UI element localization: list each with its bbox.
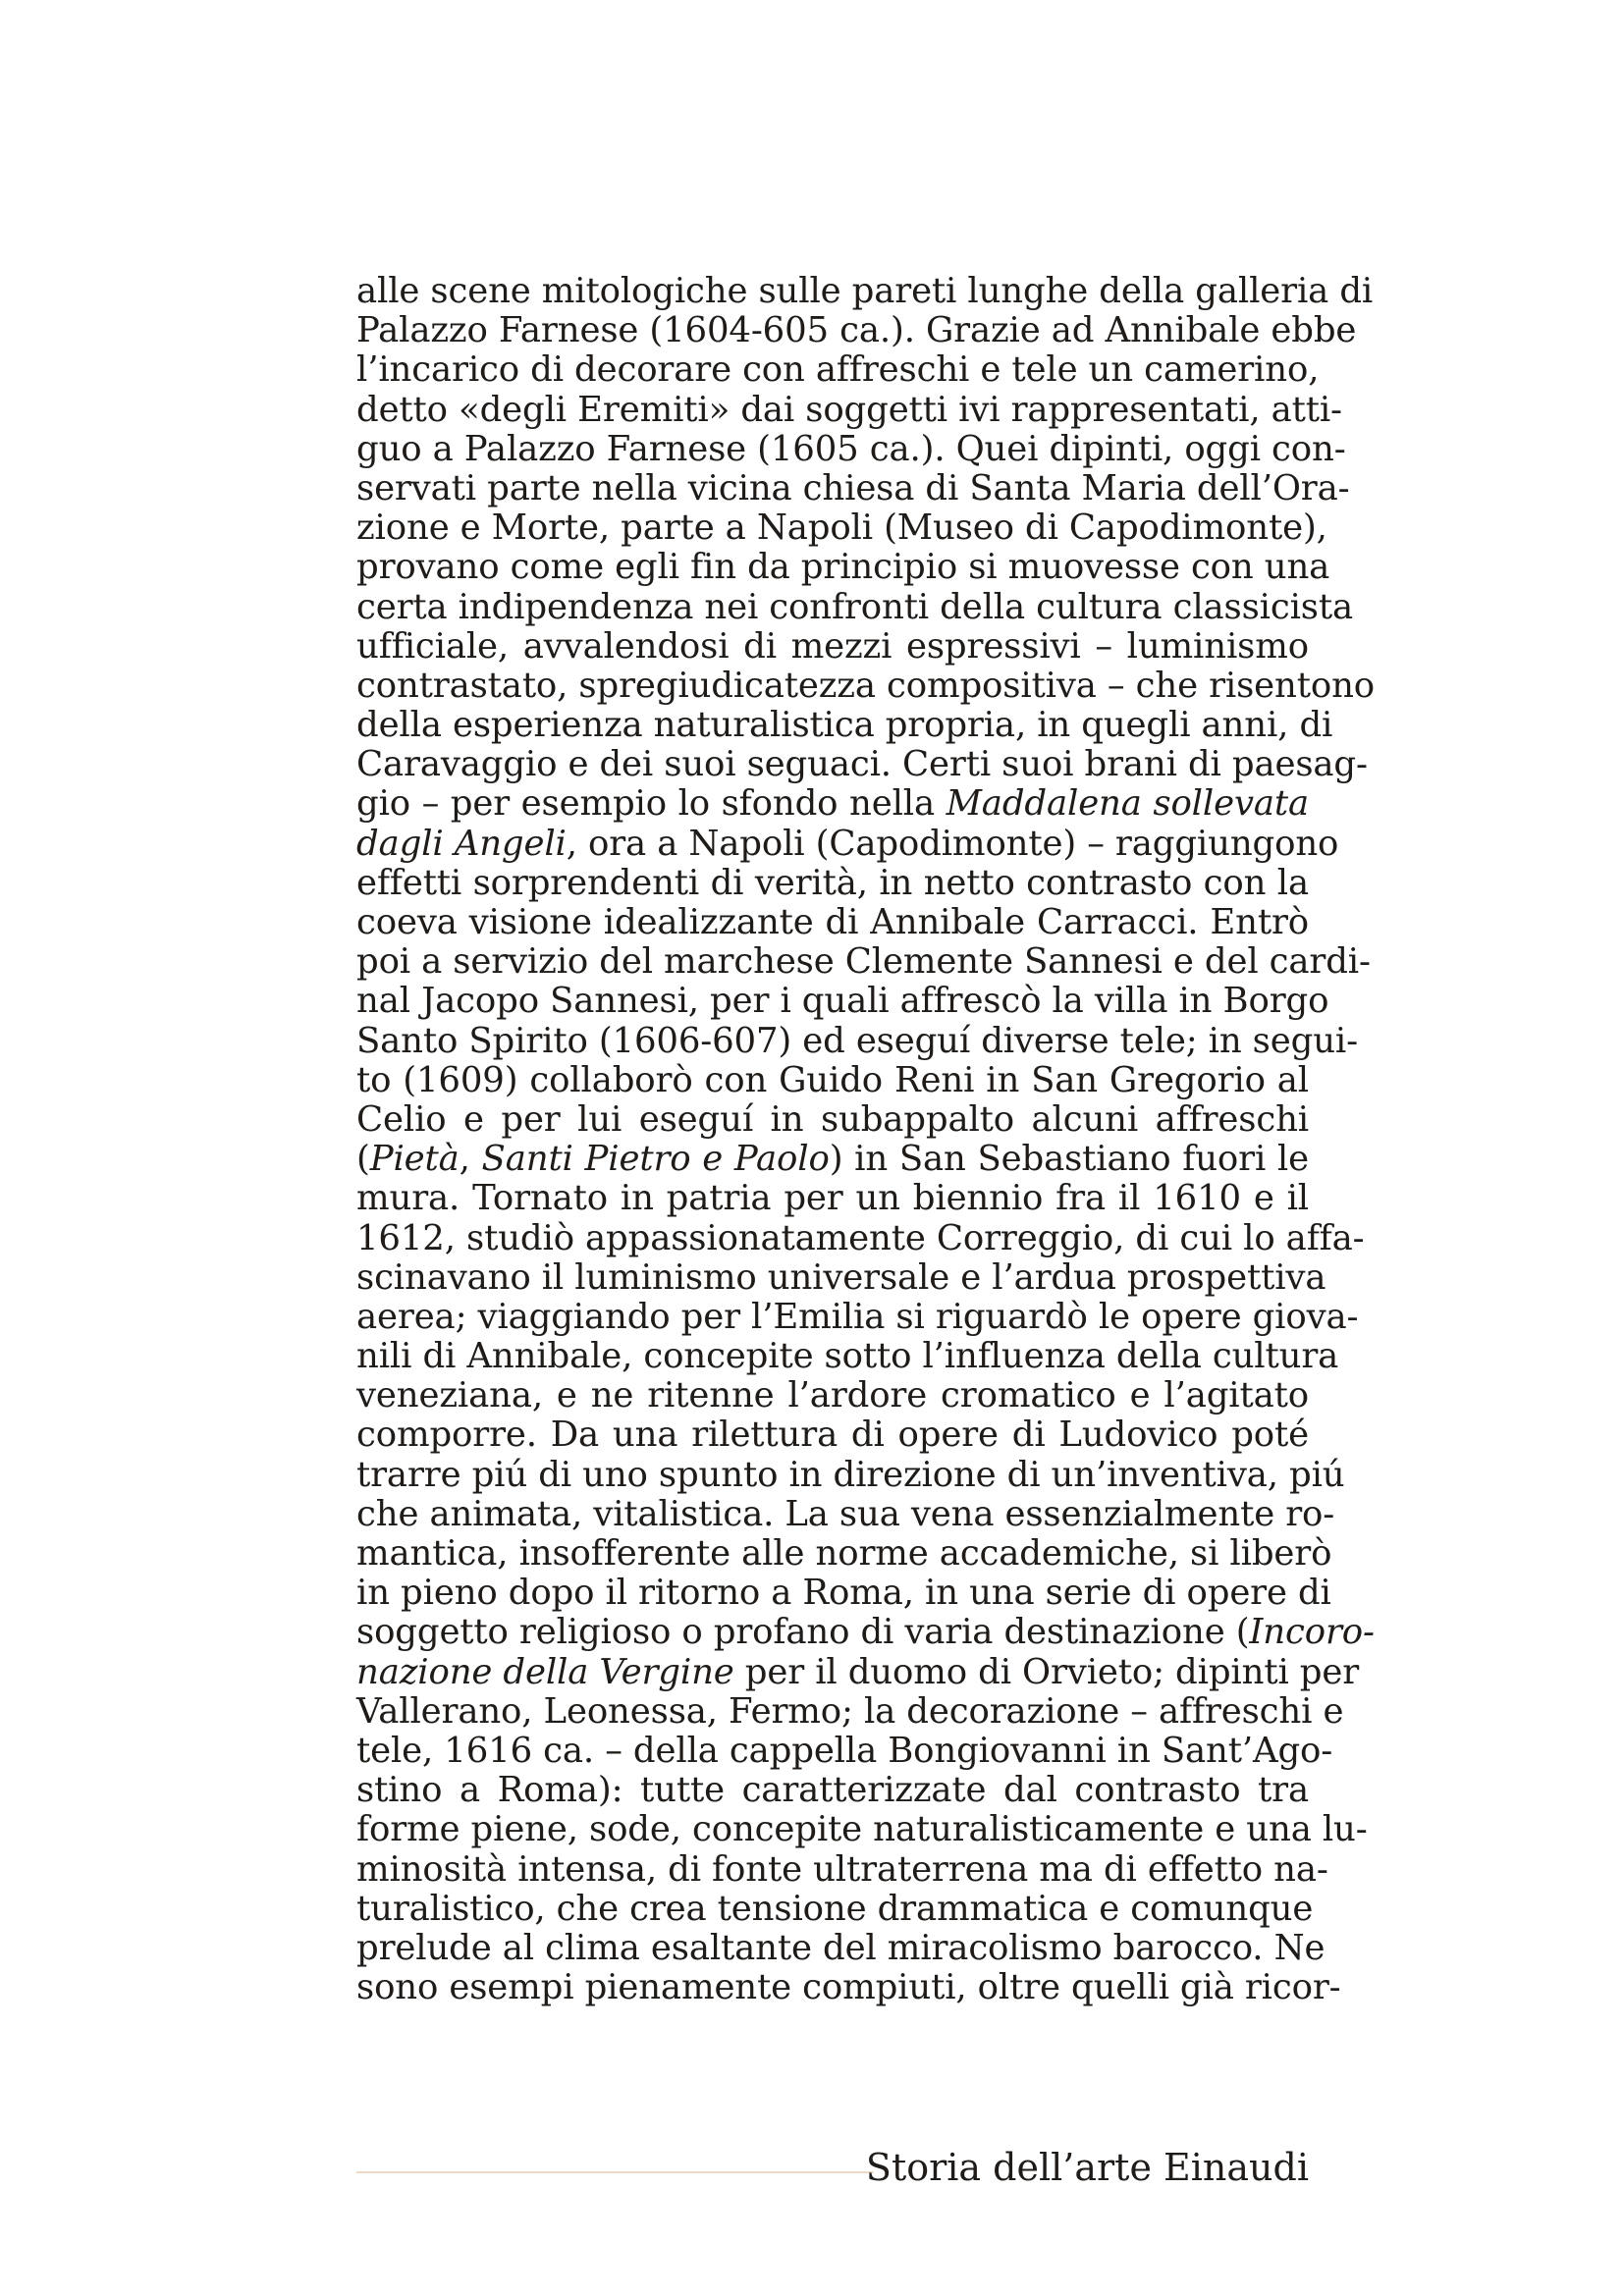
footer-title: Storia dell’arte Einaudi [865, 2146, 1309, 2189]
text-segment: zione e Morte, parte a Napoli (Museo di Capodimonte), [356, 507, 1327, 549]
text-segment: che animata, vitalistica. La sua vena essenzialmente ro- [356, 1493, 1335, 1534]
text-line [356, 1100, 1309, 1140]
text-line [356, 1256, 1326, 1298]
text-line [356, 467, 1350, 508]
text-segment: coeva visione idealizzante di Annibale Carracci. Entrò [356, 902, 1309, 942]
text-segment: della esperienza naturalistica propria, in quegli anni, di [356, 705, 1333, 746]
text-segment: turalistico, che crea tensione drammatica e comunque [356, 1888, 1314, 1929]
text-line [356, 1020, 1358, 1061]
text-segment: ( [356, 1139, 370, 1180]
text-segment: aerea; viaggiando per l’Emilia si riguardò le opere giova- [356, 1296, 1359, 1337]
text-segment: stino a Roma): tutte caratterizzate dal contrasto tra [356, 1770, 1309, 1811]
text-line [356, 1061, 1309, 1100]
text-segment: poi a servizio del marchese Clemente Sannesi e del cardi- [356, 941, 1371, 983]
text-segment: Santo Spirito (1606-607) ed eseguí diverse tele; in segui- [356, 1020, 1358, 1061]
text-line [356, 1493, 1335, 1534]
italic-title: nazione della Vergine [356, 1651, 734, 1692]
text-segment: nal Jacopo Sannesi, per i quali affrescò la villa in Borgo [356, 981, 1329, 1022]
italic-title: Incoro- [1249, 1612, 1375, 1653]
text-segment: , ora a Napoli (Capodimonte) – raggiungono [566, 823, 1339, 864]
text-segment: veneziana, e ne ritenne l’ardore cromatico e l’agitato [356, 1375, 1309, 1416]
text-line [356, 271, 1374, 311]
text-line [356, 547, 1330, 588]
text-line [356, 389, 1342, 430]
text-line [356, 1730, 1333, 1771]
text-segment: gio – per esempio lo sfondo nella [356, 783, 947, 825]
text-segment: scinavano il luminismo universale e l’ardua prospettiva [356, 1256, 1326, 1298]
text-line [356, 1217, 1365, 1258]
text-segment: servati parte nella vicina chiesa di Santa Maria dell’Ora- [356, 467, 1350, 508]
text-line [356, 941, 1371, 983]
text-line [356, 864, 1309, 903]
text-segment: certa indipendenza nei confronti della cultura classicista [356, 586, 1354, 627]
text-line [356, 586, 1354, 627]
text-line [356, 1454, 1345, 1495]
text-line [356, 1927, 1325, 1968]
text-segment: per il duomo di Orvieto; dipinti per [733, 1651, 1360, 1692]
text-segment: prelude al clima esaltante del miracolismo barocco. Ne [356, 1927, 1325, 1968]
text-line [356, 1296, 1359, 1337]
text-segment: l’incarico di decorare con affreschi e tele un camerino, [356, 349, 1320, 391]
text-segment: mantica, insofferente alle norme accademiche, si liberò [356, 1533, 1332, 1574]
text-segment: ) in San Sebastiano fuori le [829, 1139, 1309, 1180]
italic-title: Santi Pietro e Paolo [481, 1139, 830, 1180]
text-line [356, 1771, 1309, 1810]
text-line [356, 1533, 1332, 1574]
italic-title: dagli Angeli [356, 823, 567, 864]
text-line [356, 1415, 1309, 1455]
text-line [356, 1809, 1368, 1850]
text-segment: provano come egli fin da principio si muovesse con una [356, 547, 1330, 588]
body-text [356, 271, 1376, 2008]
text-line [356, 1376, 1309, 1415]
text-line [356, 784, 1309, 824]
text-segment: alle scene mitologiche sulle pareti lunghe della galleria di [356, 271, 1374, 311]
text-segment: Palazzo Farnese (1604-605 ca.). Grazie ad Annibale ebbe [356, 310, 1357, 351]
text-line [356, 1690, 1344, 1732]
text-line [356, 665, 1376, 706]
text-line [356, 1967, 1341, 2008]
text-segment: to (1609) collaborò con Guido Reni in San Gregorio al [356, 1059, 1309, 1100]
text-line [356, 903, 1309, 942]
text-segment: Caravaggio e dei suoi seguaci. Certi suoi brani di paesag- [356, 744, 1368, 785]
text-segment: , [459, 1139, 482, 1180]
text-segment: soggetto religioso o profano di varia destinazione ( [356, 1612, 1250, 1653]
text-segment: detto «degli Eremiti» dai soggetti ivi rappresentati, atti- [356, 389, 1342, 430]
text-line [356, 310, 1357, 351]
text-line [356, 428, 1346, 469]
italic-title: Pietà [369, 1139, 460, 1180]
text-line [356, 981, 1329, 1022]
text-segment: guo a Palazzo Farnese (1605 ca.). Quei dipinti, oggi con- [356, 428, 1346, 469]
text-segment: effetti sorprendenti di verità, in netto contrasto con la [356, 862, 1309, 903]
text-segment: in pieno dopo il ritorno a Roma, in una serie di opere di [356, 1573, 1331, 1614]
text-line [356, 1888, 1314, 1929]
text-line [356, 1651, 1360, 1692]
text-segment: nili di Annibale, concepite sotto l’influenza della cultura [356, 1336, 1339, 1377]
text-line [356, 744, 1368, 785]
text-line [356, 1573, 1331, 1614]
text-line [356, 823, 1339, 864]
text-segment: trarre piú di uno spunto in direzione di un’inventiva, piú [356, 1454, 1345, 1495]
text-segment: forme piene, sode, concepite naturalisticamente e una lu- [356, 1809, 1368, 1850]
text-segment: contrastato, spregiudicatezza compositiva – che risentono [356, 665, 1376, 706]
text-segment: tele, 1616 ca. – della cappella Bongiovanni in Sant’Ago- [356, 1730, 1333, 1771]
text-segment: mura. Tornato in patria per un biennio fra il 1610 e il [356, 1178, 1309, 1219]
text-segment: sono esempi pienamente compiuti, oltre quelli già ricor- [356, 1967, 1341, 2008]
text-line [356, 349, 1320, 391]
text-line [356, 1336, 1339, 1377]
text-segment: minosità intensa, di fonte ultraterrena ma di effetto na- [356, 1848, 1328, 1890]
italic-title: Maddalena sollevata [946, 783, 1309, 825]
text-segment: Vallerano, Leonessa, Fermo; la decorazione – affreschi e [356, 1690, 1344, 1732]
text-segment: Celio e per lui eseguí in subappalto alcuni affreschi [356, 1098, 1309, 1140]
text-line [356, 1612, 1375, 1653]
text-segment: 1612, studiò appassionatamente Correggio, di cui lo affa- [356, 1217, 1365, 1258]
footer-rule [356, 2171, 874, 2173]
text-segment: comporre. Da una rilettura di opere di Ludovico poté [356, 1415, 1309, 1456]
text-line [356, 1140, 1309, 1179]
text-line [356, 1179, 1309, 1218]
text-line [356, 507, 1327, 549]
text-line [356, 627, 1309, 667]
text-segment: ufficiale, avvalendosi di mezzi espressivi – luminismo [356, 625, 1309, 667]
text-line [356, 1848, 1328, 1890]
text-line [356, 705, 1333, 746]
